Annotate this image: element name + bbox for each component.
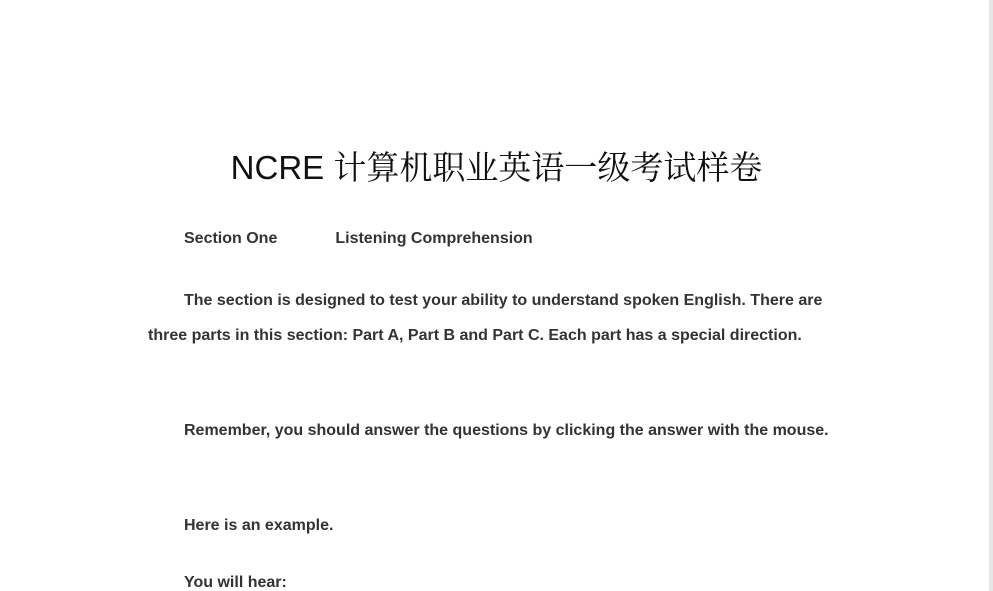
section-label: Section One: [184, 230, 278, 247]
paragraph-you-will-hear: You will hear:: [184, 574, 287, 591]
section-heading: [184, 229, 533, 249]
document-title: NCRE 计算机职业英语一级考试样卷: [230, 149, 763, 186]
paragraph-example-intro: Here is an example.: [184, 517, 334, 534]
paragraph-section-intro: The section is designed to test your ability to understand spoken English. There are three parts in this section: Part A, Part B and Part C. Each part has a special direction.: [148, 292, 823, 344]
section-name: Listening Comprehension: [335, 230, 533, 247]
page-scroll-edge: [989, 0, 993, 591]
paragraph-answer-instruction: Remember, you should answer the questions by clicking the answer with the mouse.: [184, 422, 829, 439]
